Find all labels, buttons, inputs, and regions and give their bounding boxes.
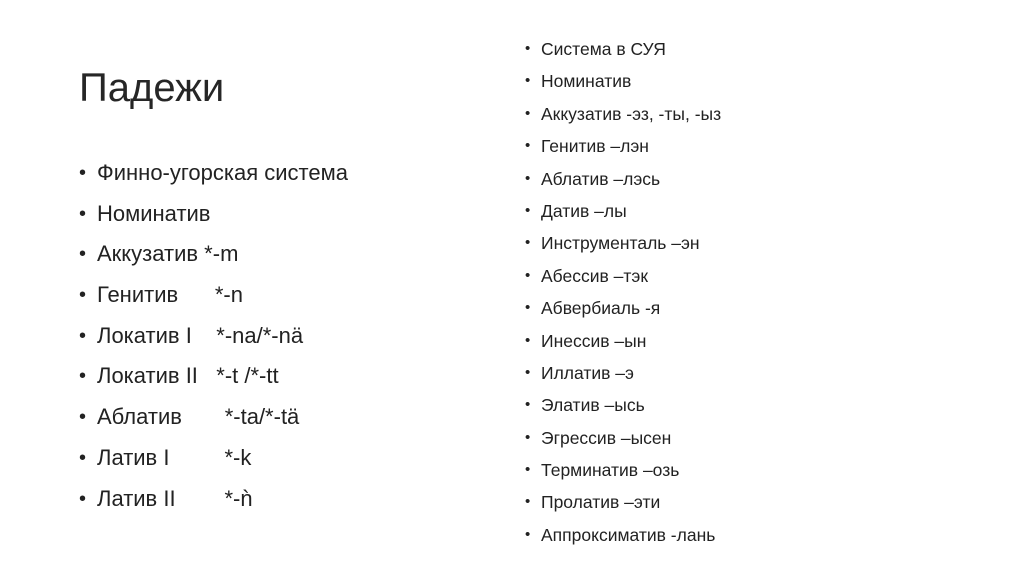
list-item: • Локатив I *-na/*-nä: [79, 316, 348, 357]
list-item: • Инструменталь –эн: [525, 227, 721, 259]
list-item: • Генитив *-n: [79, 275, 348, 316]
list-item: • Аккузатив *-m: [79, 234, 348, 275]
list-item: • Аппроксиматив -лань: [525, 519, 721, 551]
list-item: • Абвербиаль -я: [525, 292, 721, 324]
list-item: • Аблатив –лэсь: [525, 163, 721, 195]
list-item: • Эгрессив –ысен: [525, 422, 721, 454]
list-item: • Аккузатив -эз, -ты, -ыз: [525, 98, 721, 130]
list-item: • Элатив –ысь: [525, 389, 721, 421]
udmurt-case-list: [525, 33, 721, 551]
list-item: • Номинатив: [79, 194, 348, 235]
list-item: • Финно-угорская система: [79, 153, 348, 194]
list-item: • Иллатив –э: [525, 357, 721, 389]
list-item: • Латив I *-k: [79, 438, 348, 479]
list-item: • Латив II *-ǹ: [79, 479, 348, 520]
list-item: • Номинатив: [525, 65, 721, 97]
list-item: • Генитив –лэн: [525, 130, 721, 162]
finno-ugric-case-list: [79, 153, 348, 519]
slide-title: Падежи: [79, 66, 225, 110]
list-item: • Абессив –тэк: [525, 260, 721, 292]
list-item: • Терминатив –озь: [525, 454, 721, 486]
list-item: • Система в СУЯ: [525, 33, 721, 65]
list-item: • Инессив –ын: [525, 325, 721, 357]
list-item: • Датив –лы: [525, 195, 721, 227]
list-item: • Локатив II *-t /*-tt: [79, 356, 348, 397]
list-item: • Пролатив –эти: [525, 486, 721, 518]
list-item: • Аблатив *-ta/*-tä: [79, 397, 348, 438]
